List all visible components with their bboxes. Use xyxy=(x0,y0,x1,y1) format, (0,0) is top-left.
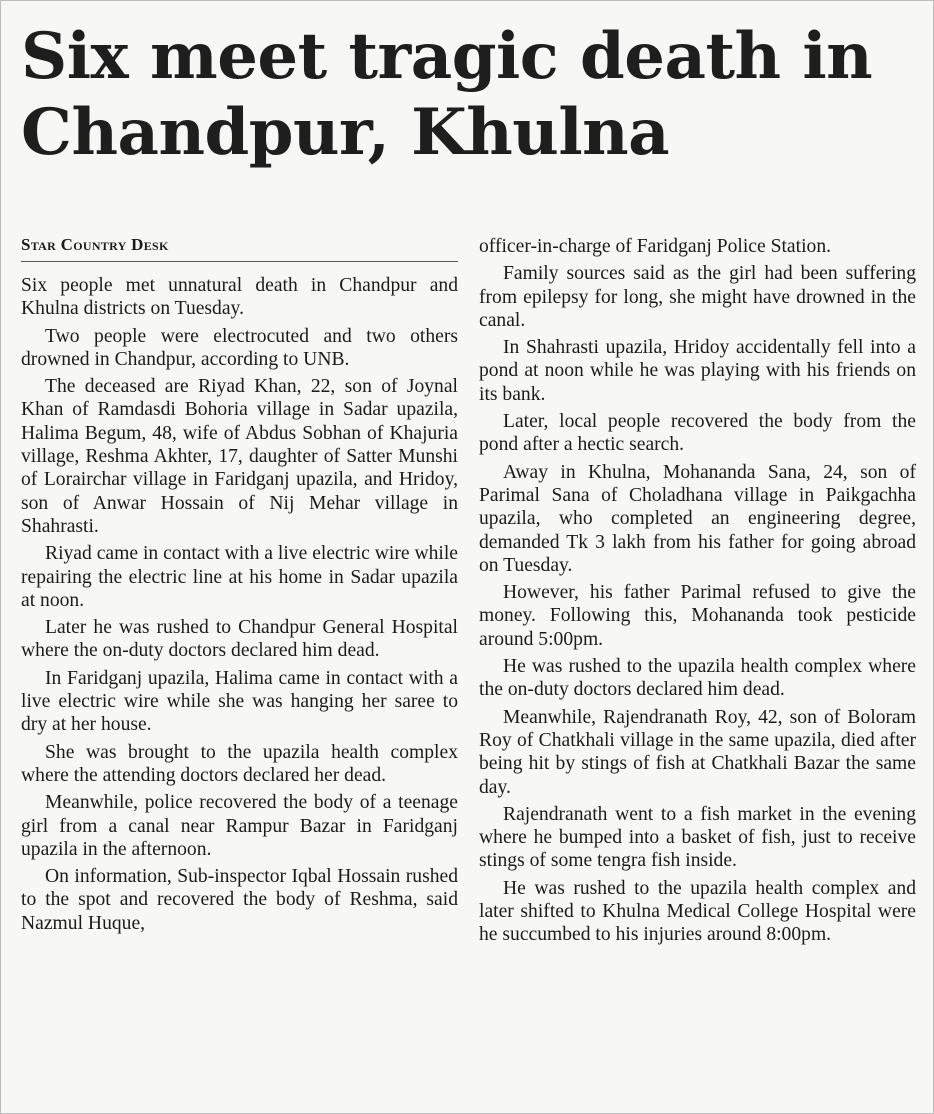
paragraph: However, his father Parimal refused to give the money. Following this, Mohananda took pesticide around 5:00pm. xyxy=(479,582,916,650)
paragraph: She was brought to the upazila health complex where the attending doctors declared her dead. xyxy=(21,741,458,786)
article-column-right xyxy=(479,235,916,951)
paragraph: Family sources said as the girl had been suffering from epilepsy for long, she might have drowned in the canal. xyxy=(479,263,916,331)
paragraph: Two people were electrocuted and two others drowned in Chandpur, according to UNB. xyxy=(21,325,458,370)
paragraph: Riyad came in contact with a live electric wire while repairing the electric line at his home in Sadar upazila at noon. xyxy=(21,543,458,611)
paragraph: Meanwhile, Rajendranath Roy, 42, son of Boloram Roy of Chatkhali village in the same upazila, died after being hit by stings of fish at Chatkhali Bazar the same day. xyxy=(479,706,916,798)
paragraph: Later he was rushed to Chandpur General Hospital where the on-duty doctors declared him dead. xyxy=(21,617,458,662)
paragraph: On information, Sub-inspector Iqbal Hossain rushed to the spot and recovered the body of Reshma, said Nazmul Huque, xyxy=(21,866,458,934)
paragraph: Rajendranath went to a fish market in the evening where he bumped into a basket of fish, just to receive stings of some tengra fish inside. xyxy=(479,803,916,872)
paragraph: Six people met unnatural death in Chandpur and Khulna districts on Tuesday. xyxy=(21,275,458,320)
paragraph: In Faridganj upazila, Halima came in contact with a live electric wire while she was hanging her saree to dry at her house. xyxy=(21,667,458,736)
paragraph: Away in Khulna, Mohananda Sana, 24, son of Parimal Sana of Choladhana village in Paikgachha upazila, who completed an engineering degree, demanded Tk 3 lakh from his father for going abroad on Tuesday. xyxy=(479,461,916,576)
paragraph: Meanwhile, police recovered the body of a teenage girl from a canal near Rampur Bazar in Faridganj upazila in the afternoon. xyxy=(21,792,458,860)
paragraph: Later, local people recovered the body from the pond after a hectic search. xyxy=(479,411,916,456)
paragraph: In Shahrasti upazila, Hridoy accidentally fell into a pond at noon while he was playing with his friends on its bank. xyxy=(479,337,916,405)
headline: Six meet tragic death in Chandpur, Khulna xyxy=(21,19,873,170)
paragraph: The deceased are Riyad Khan, 22, son of Joynal Khan of Ramdasdi Bohoria village in Sadar upazila, Halima Begum, 48, wife of Abdus Sobhan of Khajuria village, Reshma Akhter, 17, daughter of Satter Munshi of Lorairchar village in Faridganj upazila, and Hridoy, son of Anwar Hossain of Nij Mehar village in Shahrasti. xyxy=(21,376,458,537)
paragraph: He was rushed to the upazila health complex where the on-duty doctors declared him dead. xyxy=(479,656,916,701)
article-column-left xyxy=(21,233,458,939)
paragraph: He was rushed to the upazila health complex and later shifted to Khulna Medical College Hospital were he succumbed to his injuries around 8:00pm. xyxy=(479,877,916,946)
paragraph: officer-in-charge of Faridganj Police Station. xyxy=(479,236,832,257)
byline: Star Country Desk xyxy=(21,233,458,262)
